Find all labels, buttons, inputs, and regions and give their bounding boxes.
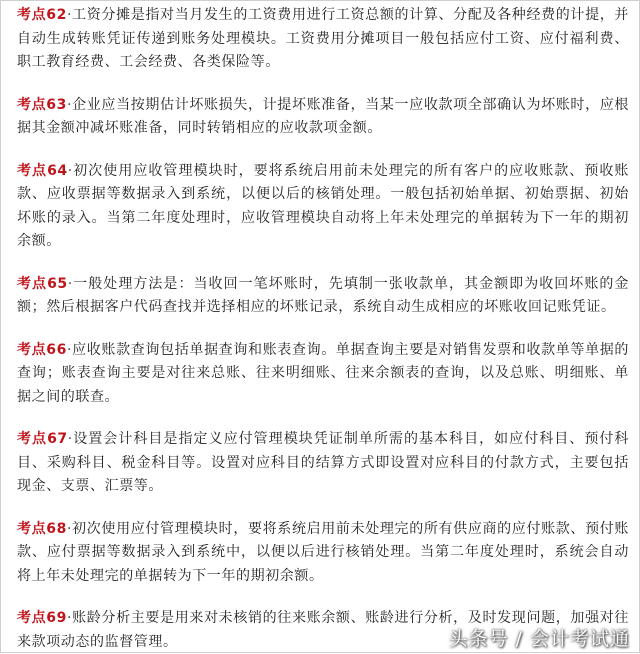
exam-point-68 (17, 518, 629, 589)
exam-point-separator: · (67, 96, 73, 113)
exam-point-63 (17, 94, 629, 141)
exam-point-text: 企业应当按期估计坏账损失，计提坏账准备，当某一应收款项全部确认为坏账时，应根据其金额冲减坏账准备，同时转销相应的应收款项金额。 (17, 96, 629, 136)
exam-point-text: 初次使用应付管理模块时，要将系统启用前未处理完的所有供应商的应付账款、预付账款、应付票据等数据录入到系统中，以便以后进行核销处理。当第二年度处理时，系统会自动将上年未处理完的单据转为下一年的期初余额。 (17, 520, 629, 584)
exam-point-text: 工资分摊是指对当月发生的工资费用进行工资总额的计算、分配及各种经费的计提，并自动生成转账凭证传递到账务处理模块。工资费用分摊项目一般包括应付工资、应付福利费、职工教育经费、工会经费、各类保险等。 (17, 7, 629, 70)
exam-point-text: 初次使用应收管理模块时，要将系统启用前未处理完的所有客户的应收账款、预收账款、应收票据等数据录入到系统，以便以后的核销处理。一般包括初始单据、初始票据、初始坏账的录入。当第二年度处理时，应收管理模块自动将上年未处理完的单据转为下一年的期初余额。 (17, 162, 629, 249)
exam-point-label: 考点65 (17, 275, 68, 292)
exam-point-label: 考点66 (17, 341, 67, 358)
article-content (17, 4, 629, 654)
exam-point-text: 设置会计科目是指定义应付管理模块凭证制单所需的基本科目，如应付科目、预付科目、采购科目、税金科目等。设置对应科目的结算方式即设置对应科目的付款方式，主要包括现金、支票、汇票等。 (17, 431, 629, 494)
exam-point-separator: · (67, 520, 73, 537)
exam-point-separator: · (67, 431, 73, 447)
exam-point-62 (17, 4, 629, 75)
exam-point-label: 考点63 (17, 96, 67, 113)
exam-point-66 (17, 339, 629, 410)
watermark: 头条号 / 会计考试通 (448, 628, 630, 650)
exam-point-text: 一般处理方法是：当收回一笔坏账时，先填制一张收款单，其金额即为收回坏账的金额；然后根据客户代码查找并选择相应的坏账记录，系统自动生成相应的坏账收回记账凭证。 (17, 275, 629, 315)
exam-point-text: 应收账款查询包括单据查询和账表查询。单据查询主要是对销售发票和收款单等单据的查询；账表查询主要是对往来总账、往来明细账、往来余额表的查询，以及总账、明细账、单据之间的联查。 (17, 341, 629, 405)
exam-point-label: 考点62 (17, 7, 67, 23)
exam-point-separator: · (67, 341, 73, 358)
exam-point-separator: · (67, 610, 73, 626)
exam-point-separator: · (67, 275, 73, 292)
exam-point-label: 考点68 (17, 520, 67, 537)
exam-point-label: 考点69 (17, 610, 67, 626)
exam-point-label: 考点64 (17, 162, 68, 179)
exam-point-label: 考点67 (17, 431, 68, 447)
exam-point-separator: · (67, 162, 73, 179)
exam-point-64 (17, 160, 629, 254)
exam-point-text: 账龄分析主要是用来对未核销的往来账余额、账龄进行分析，及时发现问题，加强对往来款项动态的监督管理。 (17, 610, 629, 650)
exam-point-67 (17, 428, 629, 499)
exam-point-separator: · (67, 7, 73, 23)
exam-point-65 (17, 273, 629, 320)
